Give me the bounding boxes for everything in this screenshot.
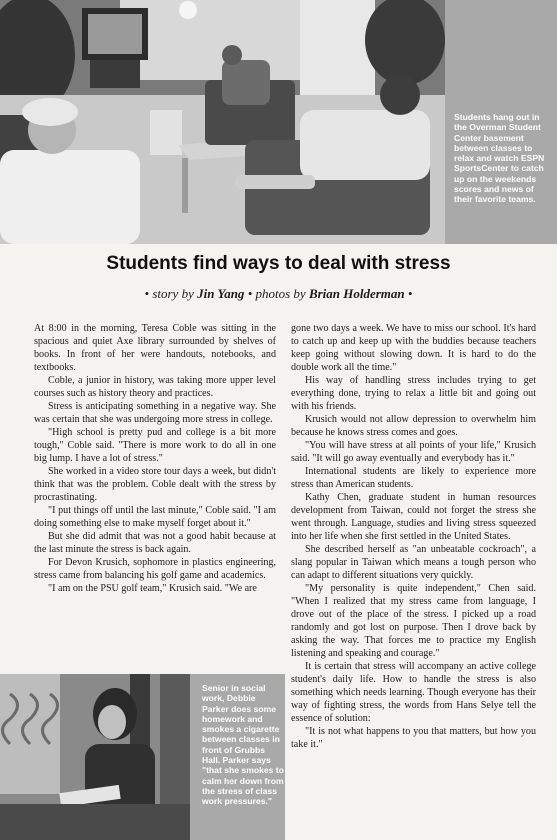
paragraph: Kathy Chen, graduate student in human resources development from Taiwan, could not forget the stress she went through. Language, studies and living stress squeezed into her life when she first settled in the United States. bbox=[291, 492, 536, 542]
paragraph: "I put things off until the last minute," Coble said. "I am doing something else to make myself forget about it." bbox=[34, 505, 276, 529]
paragraph: Krusich would not allow depression to overwhelm him because he knows stress comes and goes. bbox=[291, 414, 536, 438]
paragraph: His way of handling stress includes trying to get everything done, trying to relax a little bit and going out with his friends. bbox=[291, 375, 536, 412]
byline-middle: • photos by bbox=[244, 286, 309, 301]
bottom-photo-caption-box bbox=[190, 674, 285, 840]
paragraph: gone two days a week. We have to miss our school. It's hard to catch up and keep up with the buddies because teachers keep going without slowing down. It is hard to do the double work all the time." bbox=[291, 323, 536, 373]
bottom-photo-caption: Senior in social work, Debbie Parker does some homework and smokes a cigarette between classes in front of Grubbs Hall. Parker says "that she smokes to calm her down from the stress of class work pressures." bbox=[202, 683, 284, 807]
paragraph: It is certain that stress will accompany an active college student's daily life. How to handle the stress is also something which needs learning. Though everyone has their way of fighting stress, the words from Hans Selye tell the essence of solution: bbox=[291, 661, 536, 724]
byline-prefix: • story by bbox=[144, 286, 198, 301]
article-column-right bbox=[291, 322, 536, 751]
paragraph: Stress is anticipating something in a negative way. She was certain that she was undergoing more stress in college. bbox=[34, 401, 276, 425]
article-column-left bbox=[34, 322, 276, 595]
lounge-photo-illustration bbox=[0, 0, 445, 244]
paragraph: She worked in a video store tour days a week, but didn't think that was the problem. Coble dealt with the stress by procrastinating. bbox=[34, 466, 276, 503]
byline bbox=[0, 286, 557, 302]
paragraph: For Devon Krusich, sophomore in plastics engineering, stress came from balancing his golf game and academics. bbox=[34, 557, 276, 581]
paragraph: "High school is pretty pud and college is a bit more tough," Coble said. "There is more work to do all in one big lump. I have a lot of stress." bbox=[34, 427, 276, 464]
paragraph: She described herself as "an unbeatable cockroach", a slang popular in Taiwan which means a tough person who can adapt to different situations very quickly. bbox=[291, 544, 536, 581]
byline-author: Jin Yang bbox=[197, 286, 245, 301]
paragraph: International students are likely to experience more stress than American students. bbox=[291, 466, 536, 490]
byline-suffix: • bbox=[404, 286, 413, 301]
paragraph: At 8:00 in the morning, Teresa Coble was sitting in the spacious and quiet Axe library surrounded by shelves of books. In front of her were handouts, notebooks, and textbooks. bbox=[34, 323, 276, 373]
headline: Students find ways to deal with stress bbox=[106, 253, 451, 274]
top-photo-caption: Students hang out in the Overman Student Center basement between classes to relax and watch ESPN SportsCenter to catch up on the weekends scores and news of their favorite teams. bbox=[454, 112, 545, 205]
paragraph: "It is not what happens to you that matters, but how you take it." bbox=[291, 726, 536, 750]
top-photo-caption-box bbox=[445, 0, 557, 244]
paragraph: "My personality is quite independent," Chen said. "When I realized that my stress came from language, I drove out of the place of the stress. I picked up a road randomly and got lost on purpose. Then I drove back by asking the way. That forces me to practice my English listening and speaking and courage." bbox=[291, 583, 536, 659]
top-photo bbox=[0, 0, 445, 244]
byline-photographer: Brian Holderman bbox=[308, 286, 405, 301]
paragraph: "You will have stress at all points of your life," Krusich said. "It will go away eventually and everybody has it." bbox=[291, 440, 536, 464]
paragraph: But she did admit that was not a good habit because at the last minute the stress is back again. bbox=[34, 531, 276, 555]
studying-photo-illustration bbox=[0, 674, 190, 840]
bottom-photo bbox=[0, 674, 190, 840]
paragraph: "I am on the PSU golf team," Krusich said. "We are bbox=[48, 583, 257, 594]
paragraph: Coble, a junior in history, was taking more upper level courses such as history theory and practices. bbox=[34, 375, 276, 399]
